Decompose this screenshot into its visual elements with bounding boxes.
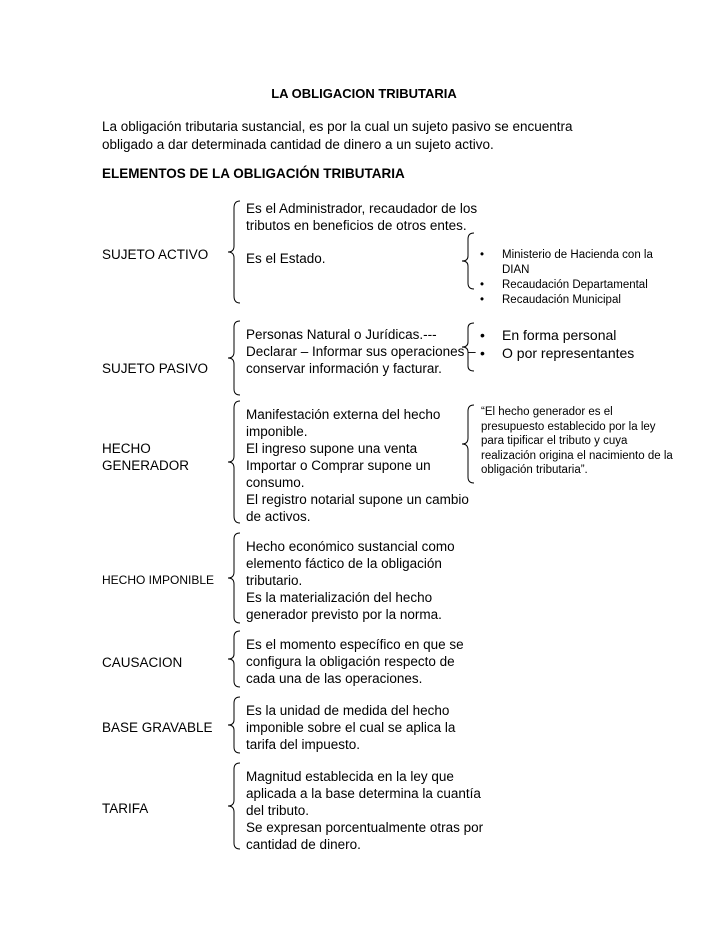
- left-brace: [226, 320, 242, 396]
- desc-causacion: [246, 636, 486, 687]
- desc-line: Es el Estado.: [246, 251, 326, 266]
- left-brace: [460, 232, 476, 290]
- desc-hecho-imponible: [246, 538, 486, 623]
- desc-tarifa: [246, 768, 486, 853]
- label-causacion: CAUSACION: [102, 655, 183, 670]
- desc-line: El registro notarial supone un cambio de activos.: [246, 492, 469, 524]
- sujeto-pasivo-list: [480, 326, 680, 362]
- label-hecho-generador: HECHO GENERADOR: [102, 441, 190, 473]
- desc-line: Es la unidad de medida del hecho imponible sobre el cual se aplica la tarifa del impuesto.: [246, 703, 456, 752]
- page-title: LA OBLIGACION TRIBUTARIA: [271, 86, 457, 101]
- left-brace: [226, 532, 242, 624]
- left-brace: [460, 404, 476, 484]
- label-sujeto-activo: SUJETO ACTIVO: [102, 247, 209, 262]
- desc-line: Manifestación externa del hecho imponible.: [246, 407, 441, 439]
- hecho-generador-quote: “El hecho generador es el presupuesto establecido por la ley para tipificar el tributo y cuya realización origina el nacimiento de la obligación tributaria”.: [481, 406, 673, 476]
- desc-line: Se expresan porcentualmente otras por cantidad de dinero.: [246, 820, 484, 852]
- desc-line: Es el Administrador, recaudador de los tributos en beneficios de otros entes.: [246, 201, 478, 233]
- list-item: • En forma personal: [480, 326, 680, 344]
- label-sujeto-pasivo: SUJETO PASIVO: [102, 361, 209, 376]
- desc-base-gravable: [246, 702, 486, 753]
- label-base-gravable: BASE GRAVABLE: [102, 720, 213, 735]
- label-hecho-imponible: HECHO IMPONIBLE: [102, 573, 215, 587]
- sujeto-activo-list: [480, 248, 680, 308]
- list-item: • O por representantes: [480, 344, 680, 362]
- desc-line: Magnitud establecida en la ley que aplicada a la base determina la cuantía del tributo.: [246, 769, 481, 818]
- list-item: • Ministerio de Hacienda con la DIAN: [480, 248, 680, 278]
- desc-line: El ingreso supone una venta: [246, 441, 418, 456]
- left-brace: [226, 630, 242, 688]
- desc-line: Hecho económico sustancial como elemento fáctico de la obligación tributario.: [246, 539, 455, 588]
- list-item: • Recaudación Municipal: [480, 293, 680, 308]
- desc-sujeto-activo: [246, 200, 486, 267]
- intro-paragraph: La obligación tributaria sustancial, es por la cual un sujeto pasivo se encuentra obligado a dar determinada cantidad de dinero a un sujeto activo.: [102, 119, 573, 152]
- list-item: • Recaudación Departamental: [480, 278, 680, 293]
- left-brace: [226, 696, 242, 754]
- left-brace: [226, 200, 242, 304]
- desc-sujeto-pasivo: [246, 326, 486, 377]
- left-brace: [460, 322, 476, 372]
- desc-line: Importar o Comprar supone un consumo.: [246, 458, 431, 490]
- label-tarifa: TARIFA: [102, 801, 149, 816]
- left-brace: [226, 400, 242, 524]
- desc-line: Es el momento específico en que se configura la obligación respecto de cada una de las operaciones.: [246, 637, 464, 686]
- desc-line: Personas Natural o Jurídicas.---Declarar – Informar sus operaciones – conservar información y facturar.: [246, 327, 476, 376]
- desc-line: Es la materialización del hecho generador previsto por la norma.: [246, 590, 442, 622]
- desc-hecho-generador: [246, 406, 486, 525]
- left-brace: [226, 762, 242, 850]
- section-heading: ELEMENTOS DE LA OBLIGACIÓN TRIBUTARIA: [102, 166, 405, 181]
